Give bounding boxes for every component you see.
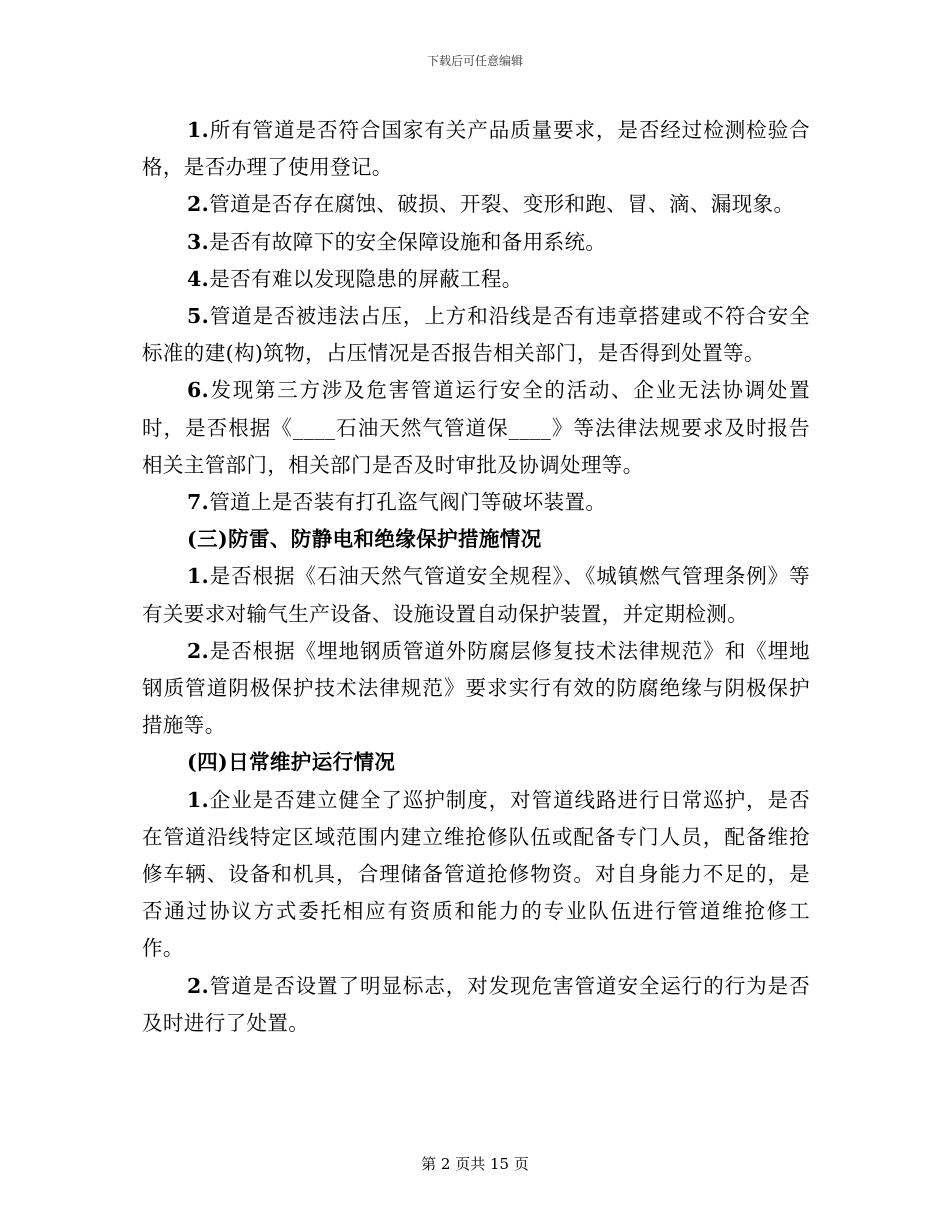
list-item — [142, 112, 810, 186]
item-number: 5. — [187, 304, 210, 329]
list-item — [142, 968, 810, 1042]
list-item — [142, 558, 810, 632]
item-number: 2. — [187, 192, 210, 217]
item-text: 是否有难以发现隐患的屏蔽工程。 — [209, 266, 523, 291]
item-number: 2. — [187, 638, 210, 663]
list-item — [142, 261, 810, 298]
item-text: 是否根据《埋地钢质管道外防腐层修复技术法律规范》和《埋地钢质管道阴极保护技术法律规范》要求实行有效的防腐绝缘与阴极保护措施等。 — [142, 638, 810, 738]
list-item — [142, 224, 810, 261]
item-text: 企业是否建立健全了巡护制度，对管道线路进行日常巡护，是否在管道沿线特定区域范围内建立维抢修队伍或配备专门人员，配备维抢修车辆、设备和机具，合理储备管道抢修物资。对自身能力不足的，是否通过协议方式委托相应有资质和能力的专业队伍进行管道维抢修工作。 — [142, 787, 810, 961]
list-item — [142, 633, 810, 745]
page-footer: 第 2 页共 15 页 — [421, 1155, 529, 1173]
document-body — [142, 112, 810, 1042]
list-item — [142, 782, 810, 968]
item-number: 3. — [187, 229, 210, 254]
item-text: 是否有故障下的安全保障设施和备用系统。 — [209, 229, 607, 254]
section-heading: (四)日常维护运行情况 — [187, 750, 396, 775]
list-item — [142, 298, 810, 372]
item-number: 2. — [187, 973, 210, 998]
item-text: 管道上是否装有打孔盗气阀门等破坏装置。 — [209, 490, 607, 515]
item-number: 1. — [187, 564, 210, 589]
item-text: 是否根据《石油天然气管道安全规程》、《城镇燃气管理条例》等有关要求对输气生产设备、设施设置自动保护装置，并定期检测。 — [142, 564, 810, 626]
item-number: 6. — [187, 378, 210, 403]
item-text: 所有管道是否符合国家有关产品质量要求，是否经过检测检验合格，是否办理了使用登记。 — [142, 118, 810, 180]
item-number: 1. — [187, 118, 210, 142]
item-number: 4. — [187, 266, 210, 291]
item-text: 管道是否设置了明显标志，对发现危害管道安全运行的行为是否及时进行了处置。 — [142, 973, 810, 1035]
item-text: 管道是否存在腐蚀、破损、开裂、变形和跑、冒、滴、漏现象。 — [209, 192, 795, 217]
item-text: 管道是否被违法占压，上方和沿线是否有违章搭建或不符合安全标准的建(构)筑物，占压情况是否报告相关部门，是否得到处置等。 — [142, 304, 810, 366]
section-heading: (三)防雷、防静电和绝缘保护措施情况 — [187, 527, 542, 552]
item-number: 7. — [187, 490, 210, 515]
list-item — [142, 186, 810, 223]
page-header: 下载后可任意编辑 — [426, 54, 523, 68]
list-item — [142, 372, 810, 484]
item-text: 发现第三方涉及危害管道运行安全的活动、企业无法协调处置时，是否根据《____石油天然气管道保____》等法律法规要求及时报告相关主管部门，相关部门是否及时审批及协调处理等。 — [142, 378, 810, 477]
item-number: 1. — [187, 787, 210, 812]
list-item — [142, 484, 810, 521]
